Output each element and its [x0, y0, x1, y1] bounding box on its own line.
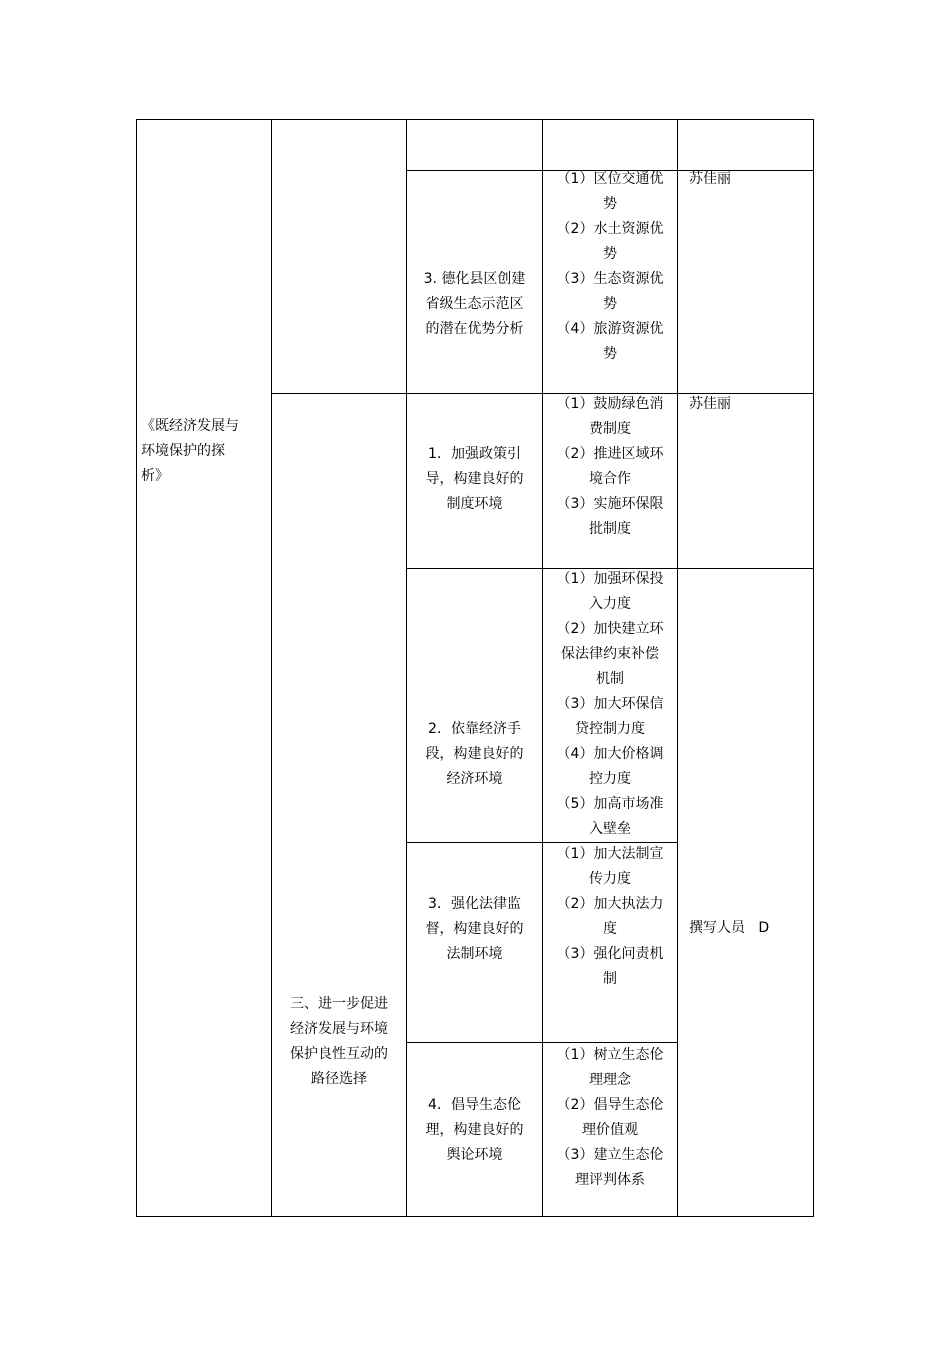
table-border-left	[136, 119, 137, 1217]
points-cell: （1）鼓励绿色消 费制度 （2）推进区域环 境合作 （3）实施环保限 批制度	[556, 396, 664, 537]
topic-cell: 3. 德化县区创建 省级生态示范区 的潜在优势分析	[423, 271, 526, 337]
points-cell: （1）区位交通优 势 （2）水土资源优 势 （3）生态资源优 势 （4）旅游资源优 势	[556, 171, 664, 362]
author-cell: 苏佳丽	[689, 396, 731, 412]
column-divider-4	[677, 119, 678, 1217]
paper-title-cell: 《既经济发展与 环境保护的探 析》	[141, 418, 239, 484]
topic-cell: 3．强化法律监 督，构建良好的 法制环境	[425, 896, 524, 962]
table-border-right	[813, 119, 814, 1217]
points-cell: （1）加大法制宣 传力度 （2）加大执法力 度 （3）强化问责机 制	[556, 846, 664, 987]
topic-cell: 1．加强政策引 导，构建良好的 制度环境	[425, 446, 524, 512]
points-cell: （1）树立生态伦 理理念 （2）倡导生态伦 理价值观 （3）建立生态伦 理评判体系	[556, 1047, 664, 1188]
table-border-bottom	[136, 1216, 814, 1217]
table-border-top	[136, 119, 814, 120]
topic-cell: 4．倡导生态伦 理，构建良好的 舆论环境	[425, 1097, 524, 1163]
section-three-heading: 三、进一步促进 经济发展与环境 保护良性互动的 路径选择	[290, 996, 388, 1087]
points-cell: （1）加强环保投 入力度 （2）加快建立环 保法律约束补偿 机制 （3）加大环保信 贷控制力度 （4）加大价格调 控力度 （5）加高市场准 入壁垒	[556, 571, 664, 837]
writer-label: 撰写人员 D	[689, 920, 770, 936]
author-cell: 苏佳丽	[689, 171, 731, 187]
topic-cell: 2．依靠经济手 段，构建良好的 经济环境	[425, 721, 524, 787]
